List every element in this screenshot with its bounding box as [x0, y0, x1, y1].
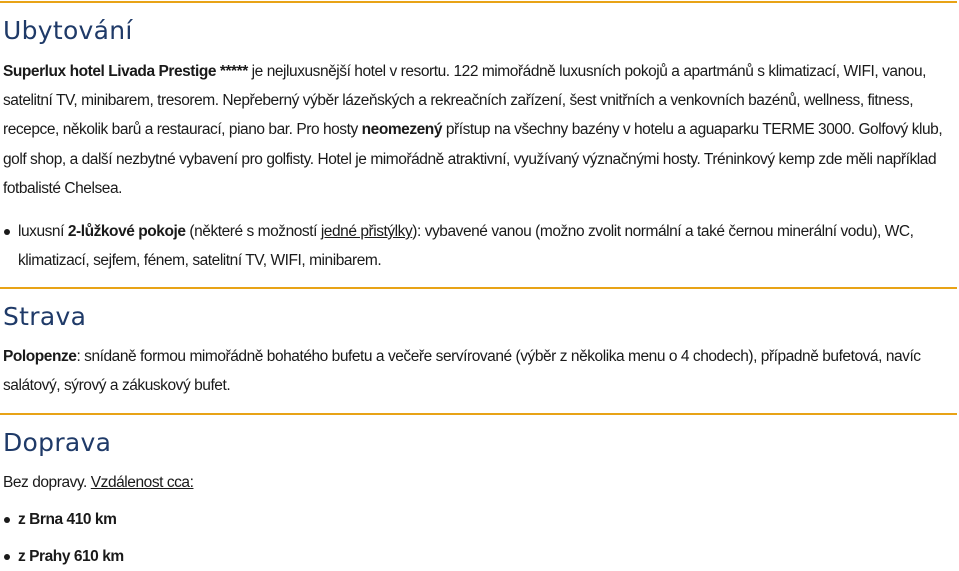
distance-value: z Prahy 610 km	[18, 548, 124, 565]
distance-item-brno	[3, 505, 953, 534]
board-description	[3, 342, 953, 400]
distance-value: z Brna 410 km	[18, 511, 117, 528]
section-heading-doprava: Doprava	[3, 428, 112, 457]
extra-bed-note: jedné přistýlky	[320, 223, 413, 240]
section-heading-ubytovani: Ubytování	[3, 16, 133, 45]
section-divider	[0, 287, 957, 289]
bullet-icon	[4, 229, 10, 235]
transport-description	[3, 468, 953, 497]
room-type: 2-lůžkové pokoje	[67, 223, 186, 240]
accommodation-description	[3, 57, 953, 203]
bullet-icon	[4, 517, 10, 523]
description-text: je nejluxusnější hotel v resortu. 122 mimořádně luxusních pokojů a apartmánů s klimatizací, WIFI, vanou, satelitní TV, minibarem, tresorem. Nepřeberný výběr lázeňských a rekreačních zařízení, šest vnitřních a venkovních bazénů, wellness, fitness, recepce, několik barů a restaurací, piano bar. Pro hosty	[3, 63, 926, 139]
room-text-2: (některé s možností	[185, 223, 321, 240]
bullet-icon	[4, 554, 10, 560]
board-type: Polopenze	[3, 348, 77, 365]
room-text-3: ): vybavené vanou (možno zvolit normální a také černou minerální vodu), WC, klimatizací, sejfem, fénem, satelitní TV, WIFI, minibarem.	[18, 223, 914, 270]
board-text: : snídaně formou mimořádně bohatého bufetu a večeře servírované (výběr z několika menu o 4 chodech), případně bufetová, navíc salátový, sýrový a zákuskový bufet.	[3, 348, 921, 395]
room-text: luxusní	[18, 223, 68, 240]
transport-text: Bez dopravy.	[3, 474, 91, 491]
distance-label: Vzdálenost cca:	[90, 474, 194, 491]
description-text-continued: přístup na všechny bazény v hotelu a aguaparku TERME 3000. Golfový klub, golf shop, a další nezbytné vybavení pro golfisty. Hotel je mimořádně atraktivní, využívaný význačnými hosty. Tréninkový kemp zde měli například fotbalisté Chelsea.	[3, 121, 943, 197]
section-divider	[0, 413, 957, 415]
description-emphasis: neomezený	[361, 121, 442, 139]
section-divider	[0, 1, 957, 3]
room-list-item	[3, 217, 953, 275]
distance-item-praha	[3, 542, 953, 571]
hotel-name: Superlux hotel Livada Prestige *****	[3, 63, 248, 80]
section-heading-strava: Strava	[3, 302, 87, 331]
